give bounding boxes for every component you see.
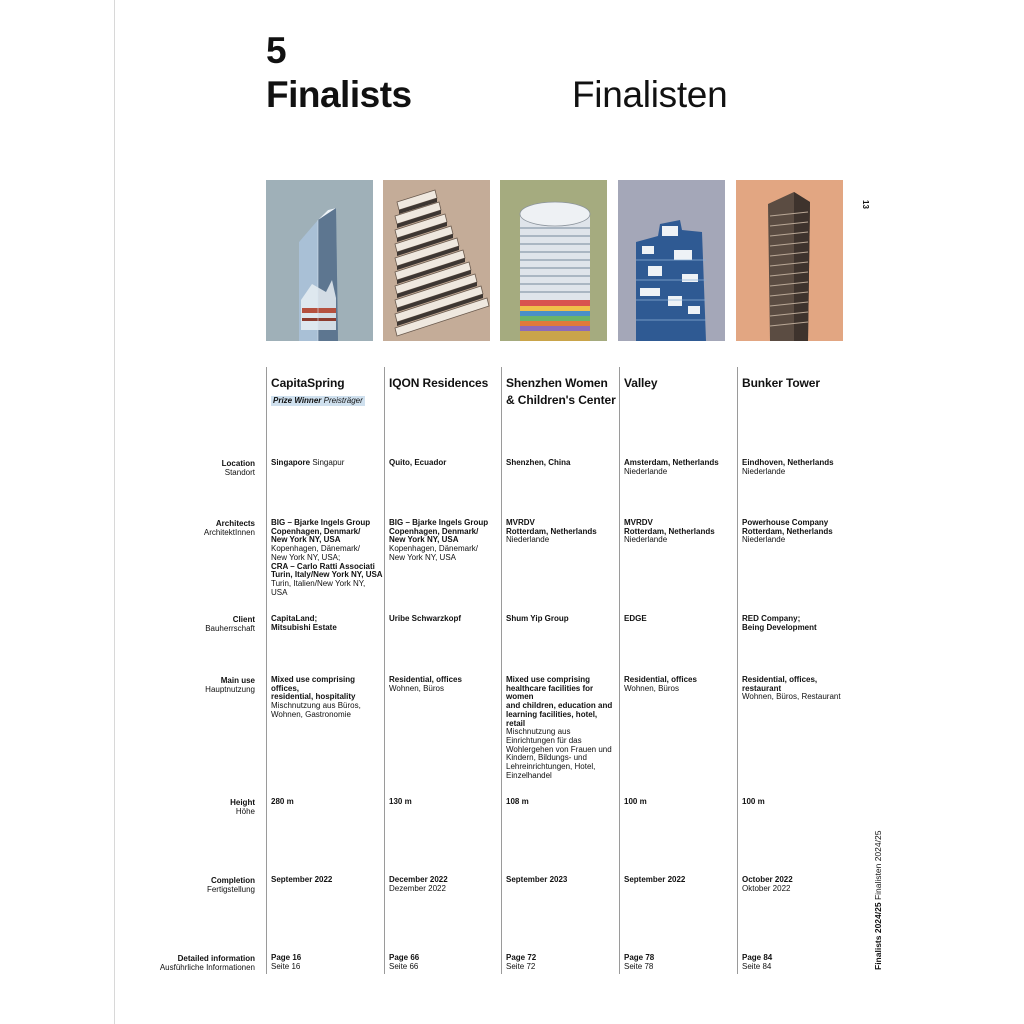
project-name: CapitaSpring xyxy=(271,376,345,390)
location-en: Singapore xyxy=(271,458,311,467)
cell-line: Lehreinrichtungen, Hotel, xyxy=(506,762,596,772)
cell-line: BIG – Bjarke Ingels Group xyxy=(389,518,489,527)
label-en: Architects xyxy=(215,519,255,528)
label-en: Completion xyxy=(211,876,255,885)
cell-location xyxy=(624,459,736,476)
cell-location xyxy=(742,459,854,476)
label-de: Ausführliche Informationen xyxy=(159,963,255,972)
row-label-detailed-information xyxy=(120,954,255,972)
label-en: Location xyxy=(221,459,255,468)
cell-location xyxy=(389,459,501,468)
cell-line: September 2022 xyxy=(624,875,686,884)
cell-height xyxy=(742,798,854,807)
cell-line: learning facilities, hotel, retail xyxy=(506,709,598,728)
cell-line: healthcare facilities for women xyxy=(506,683,594,702)
cell-completion xyxy=(506,876,618,885)
page-de: Seite 78 xyxy=(624,961,654,971)
project-name: Valley xyxy=(624,376,658,390)
row-label-main-use xyxy=(140,676,255,694)
label-de: Höhe xyxy=(235,807,255,816)
column-divider xyxy=(384,367,385,974)
cell-line: December 2022 xyxy=(389,875,448,884)
cell-client xyxy=(624,615,736,624)
row-label-height xyxy=(140,798,255,816)
page-de: Seite 72 xyxy=(506,961,536,971)
page-en: Page 66 xyxy=(389,953,420,962)
cell-client xyxy=(389,615,501,624)
cell-line: New York NY, USA xyxy=(389,535,459,545)
cell-line: Kindern, Bildungs- und xyxy=(506,753,587,763)
running-footer xyxy=(873,831,883,970)
label-de: Bauherrschaft xyxy=(205,624,255,633)
cell-line: Residential, offices, restaurant xyxy=(742,675,818,693)
cell-main-use xyxy=(742,676,854,702)
cell-line: Mischnutzung aus xyxy=(506,727,571,737)
cell-line: Oktober 2022 xyxy=(742,883,791,893)
cell-line: New York NY, USA xyxy=(389,552,456,562)
cell-client xyxy=(506,615,618,624)
cell-line: Rotterdam, Netherlands xyxy=(742,526,833,536)
cell-location xyxy=(506,459,618,468)
column-divider xyxy=(266,367,267,974)
page-en: Page 78 xyxy=(624,953,655,962)
row-label-client xyxy=(140,615,255,633)
cell-line: Wohnen, Büros xyxy=(624,683,679,693)
building-image-shenzhen xyxy=(500,180,607,341)
cell-line: Turin, Italy/New York NY, USA xyxy=(271,570,383,580)
page-de: Seite 84 xyxy=(742,961,772,971)
cell-architects xyxy=(271,519,383,597)
label-en: Main use xyxy=(220,676,255,685)
cell-height xyxy=(506,798,618,807)
label-en: Detailed information xyxy=(177,954,255,963)
project-name: Bunker Tower xyxy=(742,376,820,390)
row-label-completion xyxy=(140,876,255,894)
cell-line: September 2023 xyxy=(506,875,568,884)
cell-line: Residential, offices xyxy=(389,675,462,684)
cell-line: residential, hospitality xyxy=(271,692,356,702)
cell-line: Residential, offices xyxy=(624,675,697,684)
cell-line: EDGE xyxy=(624,614,647,623)
cell-line: Rotterdam, Netherlands xyxy=(624,526,715,536)
prize-label-en: Prize Winner xyxy=(273,396,322,405)
cell-completion xyxy=(742,876,854,893)
cell-page-reference xyxy=(624,954,736,971)
cell-main-use xyxy=(271,676,383,720)
section-number: 5 xyxy=(266,30,287,71)
cell-line: and children, education and xyxy=(506,701,613,711)
section-title-german: Finalisten xyxy=(572,74,728,115)
finalist-images xyxy=(266,180,844,342)
prize-winner-badge xyxy=(271,396,365,406)
row-label-location xyxy=(140,459,255,477)
label-de: Hauptnutzung xyxy=(205,685,255,694)
location-de: Niederlande xyxy=(624,466,668,476)
location-en: Amsterdam, Netherlands xyxy=(624,458,719,467)
height-value: 130 m xyxy=(389,797,412,806)
project-name: IQON Residences xyxy=(389,376,489,390)
location-en: Shenzhen, China xyxy=(506,458,571,467)
cell-architects xyxy=(506,519,618,545)
cell-line: BIG – Bjarke Ingels Group xyxy=(271,518,371,527)
cell-architects xyxy=(624,519,736,545)
project-name: Shenzhen Women & Children's Center xyxy=(506,376,616,407)
height-value: 280 m xyxy=(271,797,294,806)
footer-normal: Finalisten 2024/25 xyxy=(873,830,883,901)
cell-line: CapitaLand; xyxy=(271,614,318,623)
location-en: Quito, Ecuador xyxy=(389,458,447,467)
cell-line: Kopenhagen, Dänemark/ xyxy=(389,544,478,554)
cell-line: CRA – Carlo Ratti Associati xyxy=(271,561,375,571)
cell-page-reference xyxy=(271,954,383,971)
cell-line: Uribe Schwarzkopf xyxy=(389,614,462,623)
column-divider xyxy=(501,367,502,974)
cell-architects xyxy=(742,519,854,545)
prize-label-de: Preisträger xyxy=(323,396,363,405)
cell-line: Mitsubishi Estate xyxy=(271,622,337,632)
cell-main-use xyxy=(624,676,736,693)
label-de: ArchitektInnen xyxy=(203,528,255,537)
section-title-english: Finalists xyxy=(266,74,412,115)
label-en: Height xyxy=(230,798,255,807)
cell-line: Wohlergehen von Frauen und xyxy=(506,744,612,754)
label-en: Client xyxy=(232,615,255,624)
row-label-architects xyxy=(140,519,255,537)
building-image-bunker-tower xyxy=(736,180,843,341)
cell-client xyxy=(742,615,854,632)
height-value: 100 m xyxy=(742,797,765,806)
height-value: 100 m xyxy=(624,797,647,806)
cell-line: Mixed use comprising xyxy=(506,675,591,684)
building-image-valley xyxy=(618,180,725,341)
cell-line: Copenhagen, Denmark/ xyxy=(389,526,479,536)
cell-line: RED Company; xyxy=(742,614,801,623)
cell-line: New York NY, USA xyxy=(271,535,341,545)
building-image-iqon xyxy=(383,180,490,341)
cell-line: Shum Yip Group xyxy=(506,614,569,623)
cell-line: Mixed use comprising offices, xyxy=(271,675,356,693)
location-en: Eindhoven, Netherlands xyxy=(742,458,834,467)
cell-completion xyxy=(271,876,383,885)
column-divider xyxy=(737,367,738,974)
height-value: 108 m xyxy=(506,797,529,806)
cell-height xyxy=(271,798,383,807)
cell-line: Niederlande xyxy=(506,535,550,545)
cell-line: Rotterdam, Netherlands xyxy=(506,526,597,536)
footer-bold: Finalists 2024/25 xyxy=(873,902,883,970)
page-de: Seite 16 xyxy=(271,961,301,971)
cell-line: Wohnen, Gastronomie xyxy=(271,709,351,719)
page-en: Page 84 xyxy=(742,953,773,962)
cell-main-use xyxy=(389,676,501,693)
cell-line: Einrichtungen für das xyxy=(506,735,582,745)
cell-line: Dezember 2022 xyxy=(389,883,446,893)
location-de: Singapur xyxy=(312,458,345,467)
cell-line: Einzelhandel xyxy=(506,770,552,780)
cell-height xyxy=(624,798,736,807)
cell-main-use xyxy=(506,676,618,780)
cell-line: Kopenhagen, Dänemark/ xyxy=(271,544,360,554)
label-de: Standort xyxy=(224,468,255,477)
cell-line: Niederlande xyxy=(742,535,786,545)
cell-architects xyxy=(389,519,501,563)
cell-line: Wohnen, Büros, Restaurant xyxy=(742,692,841,702)
cell-line: Turin, Italien/New York NY, USA xyxy=(271,578,366,597)
page-en: Page 16 xyxy=(271,953,302,962)
page-de: Seite 66 xyxy=(389,961,419,971)
cell-line: September 2022 xyxy=(271,875,333,884)
cell-completion xyxy=(389,876,501,893)
cell-line: Mischnutzung aus Büros, xyxy=(271,701,361,711)
cell-line: Powerhouse Company xyxy=(742,518,829,527)
cell-line: Niederlande xyxy=(624,535,668,545)
page-number: 13 xyxy=(861,200,870,209)
cell-client xyxy=(271,615,383,632)
page-en: Page 72 xyxy=(506,953,537,962)
building-image-capitaspring xyxy=(266,180,373,341)
cell-line: MVRDV xyxy=(624,518,653,527)
cell-line: MVRDV xyxy=(506,518,535,527)
cell-page-reference xyxy=(742,954,854,971)
cell-line: Copenhagen, Denmark/ xyxy=(271,526,361,536)
cell-location xyxy=(271,459,383,468)
cell-line: New York NY, USA; xyxy=(271,552,341,562)
cell-line: October 2022 xyxy=(742,875,793,884)
cell-line: Wohnen, Büros xyxy=(389,683,444,693)
label-de: Fertigstellung xyxy=(206,885,255,894)
cell-line: Being Development xyxy=(742,622,817,632)
cell-page-reference xyxy=(389,954,501,971)
cell-height xyxy=(389,798,501,807)
location-de: Niederlande xyxy=(742,466,786,476)
column-divider xyxy=(619,367,620,974)
cell-page-reference xyxy=(506,954,618,971)
page-edge-line xyxy=(114,0,115,1024)
cell-completion xyxy=(624,876,736,885)
